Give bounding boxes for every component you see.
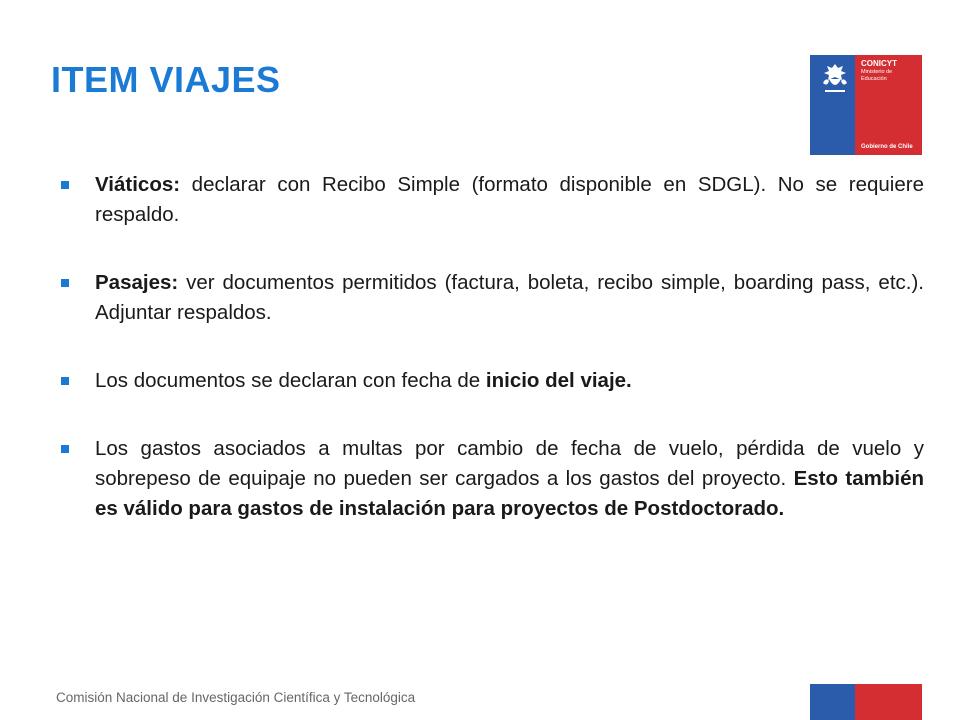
bullet-gastos-text: Los gastos asociados a multas por cambio de fecha de vuelo, pérdida de vuelo y sobrepeso de equipaje no pueden ser cargados a los gastos del proyecto.: [95, 437, 924, 490]
logo-red-panel: [855, 55, 922, 155]
bullet-list: [58, 170, 924, 562]
bullet-gastos: [58, 434, 924, 524]
logo-blue-panel: [810, 55, 855, 155]
bullet-fecha-text: Los documentos se declaran con fecha de: [95, 369, 486, 392]
bullet-fecha: [58, 366, 924, 396]
bullet-pasajes-label: Pasajes:: [95, 271, 179, 294]
logo-ministry: [861, 69, 919, 82]
bullet-square-icon: [61, 279, 69, 287]
logo-ministry-line1: Ministerio de: [861, 69, 893, 75]
bullet-pasajes-text: ver documentos permitidos (factura, boleta, recibo simple, boarding pass, etc.). Adjuntar respaldos.: [95, 271, 924, 324]
bullet-square-icon: [61, 181, 69, 189]
bullet-viaticos: [58, 170, 924, 230]
footer-flag-bar: [810, 684, 922, 720]
logo-brand: CONICYT: [861, 59, 897, 68]
coat-of-arms-icon: [815, 61, 855, 97]
logo-government: Gobierno de Chile: [861, 144, 913, 150]
bullet-gastos-bold: Esto también es válido para gastos de instalación para proyectos de Postdoctorado.: [95, 467, 924, 520]
footer-flag-blue: [810, 684, 855, 720]
logo-ministry-line2: Educación: [861, 75, 887, 82]
conicyt-logo: [810, 55, 922, 155]
bullet-square-icon: [61, 445, 69, 453]
bullet-fecha-bold: inicio del viaje.: [485, 369, 632, 392]
bullet-pasajes: [58, 268, 924, 328]
slide-title: ITEM VIAJES: [51, 59, 281, 100]
bullet-viaticos-label: Viáticos:: [95, 173, 181, 196]
bullet-square-icon: [61, 377, 69, 385]
footer-institution: Comisión Nacional de Investigación Científica y Tecnológica: [56, 690, 416, 705]
bullet-viaticos-text: declarar con Recibo Simple (formato disponible en SDGL). No se requiere respaldo.: [95, 173, 924, 226]
footer-flag-red: [855, 684, 922, 720]
